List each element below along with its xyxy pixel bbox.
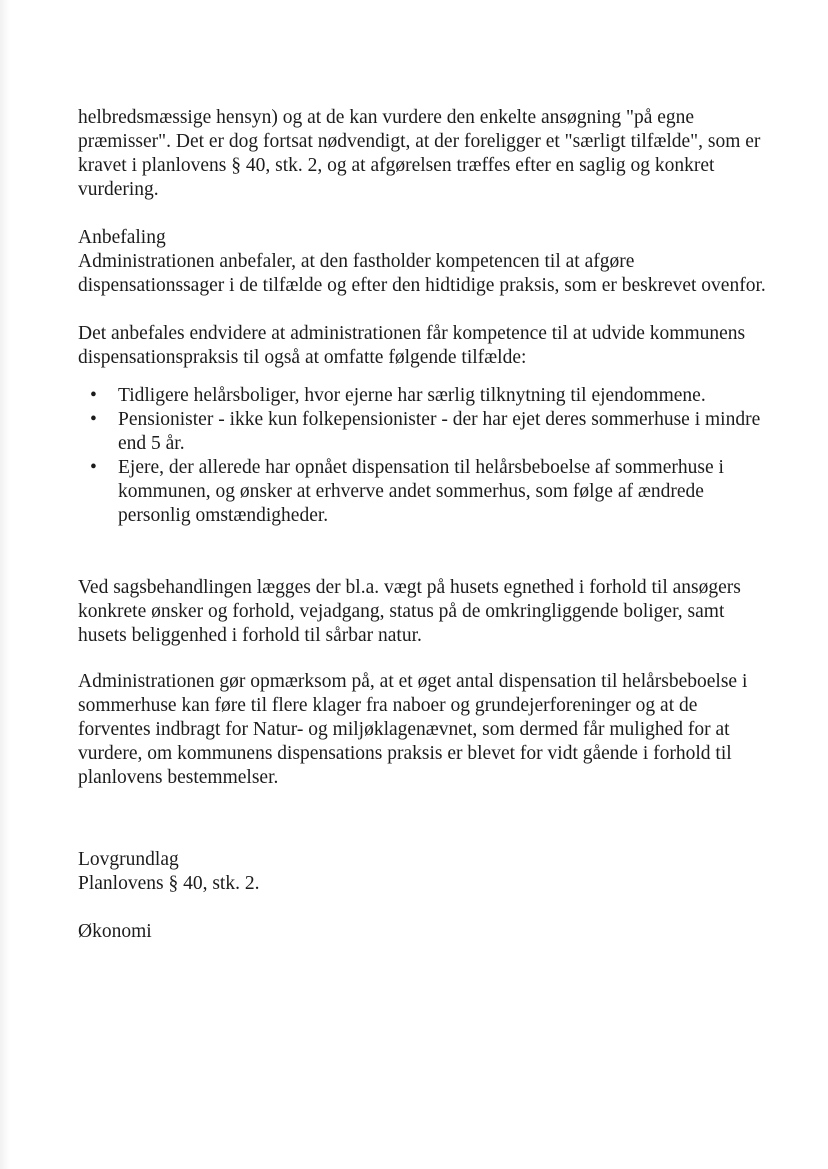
paragraph-case-handling: Ved sagsbehandlingen lægges der bl.a. vægt på husets egnethed i forhold til ansøgers konkrete ønsker og forhold, vejadgang, status på de omkringliggende boliger, samt husets beliggenhed i forhold til sårbar natur.	[78, 577, 741, 646]
list-item-text: Ejere, der allerede har opnået dispensation til helårsbeboelse af sommerhuse i kommunen, og ønsker at erhverve andet sommerhus, som følge af ændrede personlig omstændigheder.	[118, 457, 724, 526]
list-item-text: Tidligere helårsboliger, hvor ejerne har særlig tilknytning til ejendommene.	[118, 385, 706, 406]
paragraph-intro: helbredsmæssige hensyn) og at de kan vurdere den enkelte ansøgning "på egne præmisser". Det er dog fortsat nødvendigt, at der foreligger et "særligt tilfælde", som er kravet i planlovens § 40, stk. 2, og at afgørelsen træffes efter en saglig og konkret vurdering.	[78, 107, 761, 200]
paragraph-attention: Administrationen gør opmærksom på, at et øget antal dispensation til helårsbeboelse i sommerhuse kan føre til flere klager fra naboer og grundejerforeninger og at de forventes indbragt for Natur- og miljøklagenævnet, som dermed får mulighed for at vurdere, om kommunens dispensations praksis er blevet for vidt gående i forhold til planlovens bestemmelser.	[78, 671, 748, 788]
section-lovgrundlag	[78, 848, 768, 896]
heading-anbefaling: Anbefaling	[78, 227, 166, 248]
scan-edge-shadow	[0, 0, 10, 1169]
bullet-list	[78, 384, 768, 528]
section-okonomi	[78, 920, 768, 944]
bullet-icon: •	[90, 457, 97, 478]
document-body	[78, 106, 768, 944]
paragraph-extend: Det anbefales endvidere at administrationen får kompetence til at udvide kommunens dispensationspraksis til også at omfatte følgende tilfælde:	[78, 323, 746, 368]
bullet-icon: •	[90, 409, 97, 430]
list-item	[78, 408, 768, 456]
text-anbefaling: Administrationen anbefaler, at den fastholder kompetencen til at afgøre dispensationssager i de tilfælde og efter den hidtidige praksis, som er beskrevet ovenfor.	[78, 251, 766, 296]
section-anbefaling	[78, 226, 768, 298]
heading-lovgrundlag: Lovgrundlag	[78, 849, 179, 870]
text-lovgrundlag: Planlovens § 40, stk. 2.	[78, 873, 260, 894]
list-item	[78, 456, 768, 528]
list-item-text: Pensionister - ikke kun folkepensionister - der har ejet deres sommerhuse i mindre end 5 år.	[118, 409, 761, 454]
bullet-icon: •	[90, 385, 97, 406]
list-item	[78, 384, 768, 408]
heading-okonomi: Økonomi	[78, 921, 152, 942]
